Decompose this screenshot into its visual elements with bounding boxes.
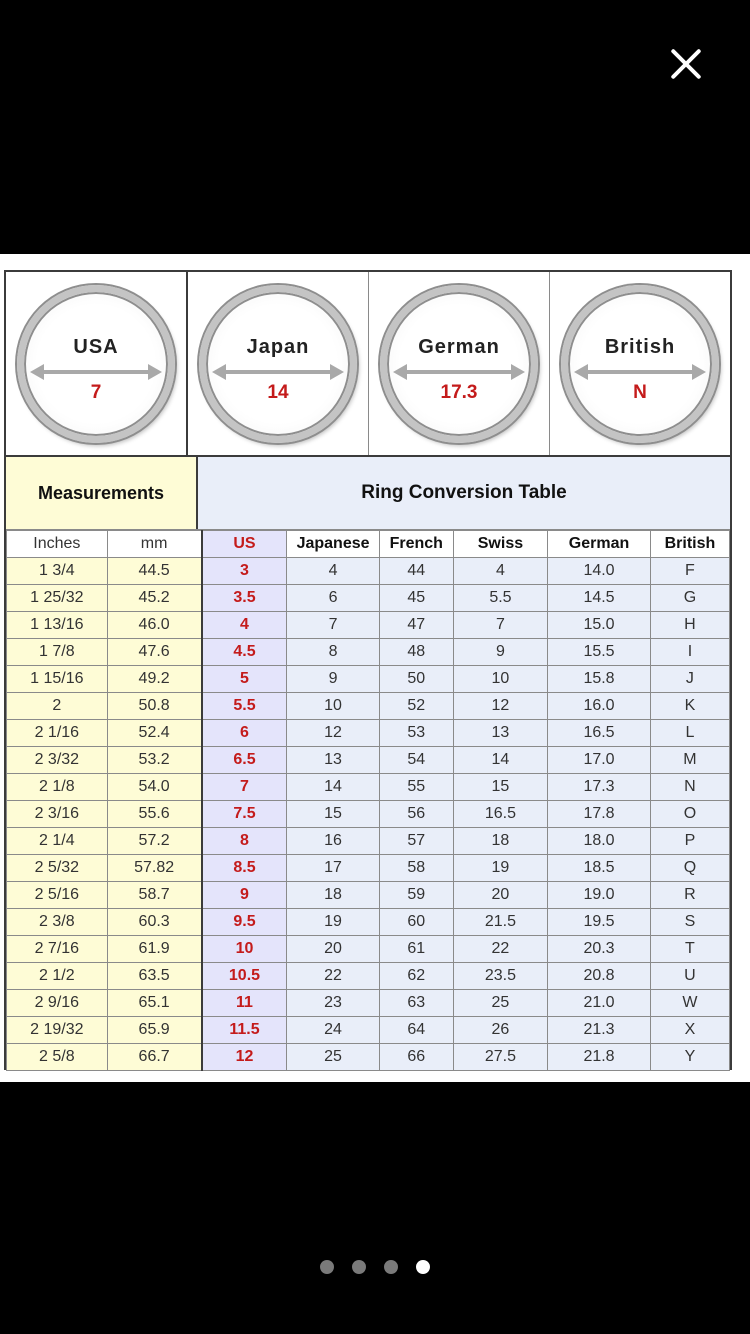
- table-cell: 2 1/16: [7, 720, 108, 747]
- table-cell: 50.8: [107, 693, 201, 720]
- double-arrow-icon: [397, 370, 521, 374]
- conversion-table: [6, 530, 730, 1071]
- table-header-banner: [6, 457, 730, 530]
- table-cell: 5.5: [453, 585, 547, 612]
- table-cell: 58.7: [107, 882, 201, 909]
- table-cell: 2 1/4: [7, 828, 108, 855]
- table-cell: 20.3: [548, 936, 651, 963]
- column-header: Inches: [7, 531, 108, 558]
- table-cell: 58: [379, 855, 453, 882]
- table-cell: 17.3: [548, 774, 651, 801]
- table-cell: 6.5: [202, 747, 287, 774]
- table-cell: K: [650, 693, 729, 720]
- table-cell: F: [650, 558, 729, 585]
- table-cell: 44.5: [107, 558, 201, 585]
- table-cell: 2 3/8: [7, 909, 108, 936]
- ring-size-value: N: [633, 381, 647, 403]
- table-cell: 56: [379, 801, 453, 828]
- table-cell: J: [650, 666, 729, 693]
- ring-cell-usa: [6, 272, 188, 455]
- ring-size-value: 17.3: [440, 381, 478, 403]
- ring-icon: [17, 285, 175, 443]
- table-cell: 2 3/16: [7, 801, 108, 828]
- table-cell: 18.0: [548, 828, 651, 855]
- table-cell: 1 13/16: [7, 612, 108, 639]
- conversion-table-area: [6, 457, 730, 1071]
- table-cell: 45: [379, 585, 453, 612]
- table-cell: 62: [379, 963, 453, 990]
- table-cell: 6: [202, 720, 287, 747]
- table-cell: 7.5: [202, 801, 287, 828]
- table-cell: P: [650, 828, 729, 855]
- column-header: mm: [107, 531, 201, 558]
- ring-size-value: 7: [90, 381, 102, 403]
- table-cell: 19.0: [548, 882, 651, 909]
- table-cell: T: [650, 936, 729, 963]
- table-row: [7, 936, 730, 963]
- table-cell: 10.5: [202, 963, 287, 990]
- table-cell: 54.0: [107, 774, 201, 801]
- table-cell: 21.8: [548, 1044, 651, 1071]
- table-cell: 19.5: [548, 909, 651, 936]
- table-cell: 22: [453, 936, 547, 963]
- table-cell: 12: [287, 720, 379, 747]
- table-cell: 52: [379, 693, 453, 720]
- table-cell: 64: [379, 1017, 453, 1044]
- table-row: [7, 774, 730, 801]
- table-cell: 14.0: [548, 558, 651, 585]
- table-cell: 60.3: [107, 909, 201, 936]
- table-cell: 49.2: [107, 666, 201, 693]
- table-row: [7, 1017, 730, 1044]
- conversion-table-title: Ring Conversion Table: [198, 457, 730, 529]
- table-cell: 3.5: [202, 585, 287, 612]
- table-row: [7, 585, 730, 612]
- table-cell: 63.5: [107, 963, 201, 990]
- table-cell: 2: [7, 693, 108, 720]
- measurements-title: Measurements: [6, 457, 198, 529]
- table-cell: 2 3/32: [7, 747, 108, 774]
- table-cell: 59: [379, 882, 453, 909]
- page-indicator: [0, 1260, 750, 1274]
- table-cell: 12: [202, 1044, 287, 1071]
- table-row: [7, 990, 730, 1017]
- table-cell: 20: [453, 882, 547, 909]
- table-cell: 9: [202, 882, 287, 909]
- ring-size-chart-image[interactable]: [0, 254, 750, 1082]
- table-body: [7, 558, 730, 1071]
- ring-icon: [380, 285, 538, 443]
- table-cell: 57: [379, 828, 453, 855]
- table-cell: 46.0: [107, 612, 201, 639]
- table-cell: 23.5: [453, 963, 547, 990]
- table-cell: 21.0: [548, 990, 651, 1017]
- table-cell: 1 15/16: [7, 666, 108, 693]
- table-cell: 55: [379, 774, 453, 801]
- table-cell: 5: [202, 666, 287, 693]
- table-cell: 14.5: [548, 585, 651, 612]
- table-cell: 52.4: [107, 720, 201, 747]
- table-cell: 54: [379, 747, 453, 774]
- table-cell: 8.5: [202, 855, 287, 882]
- column-header: Japanese: [287, 531, 379, 558]
- table-cell: 57.82: [107, 855, 201, 882]
- table-cell: 21.3: [548, 1017, 651, 1044]
- table-cell: 65.9: [107, 1017, 201, 1044]
- table-row: [7, 720, 730, 747]
- table-cell: 1 3/4: [7, 558, 108, 585]
- table-cell: 7: [453, 612, 547, 639]
- table-cell: M: [650, 747, 729, 774]
- table-cell: 14: [287, 774, 379, 801]
- table-cell: 2 9/16: [7, 990, 108, 1017]
- table-cell: X: [650, 1017, 729, 1044]
- table-cell: 24: [287, 1017, 379, 1044]
- table-cell: 15.8: [548, 666, 651, 693]
- ring-cell-german: [369, 272, 550, 455]
- table-cell: 19: [287, 909, 379, 936]
- table-cell: 19: [453, 855, 547, 882]
- table-cell: 50: [379, 666, 453, 693]
- table-cell: 8: [287, 639, 379, 666]
- table-cell: 3: [202, 558, 287, 585]
- table-row: [7, 747, 730, 774]
- table-cell: 17.0: [548, 747, 651, 774]
- table-cell: 16.5: [453, 801, 547, 828]
- table-cell: 13: [453, 720, 547, 747]
- table-cell: 4: [287, 558, 379, 585]
- table-cell: N: [650, 774, 729, 801]
- table-cell: 22: [287, 963, 379, 990]
- table-cell: S: [650, 909, 729, 936]
- table-cell: 16.5: [548, 720, 651, 747]
- ring-cell-british: [550, 272, 730, 455]
- table-cell: 10: [202, 936, 287, 963]
- ring-icon: [561, 285, 719, 443]
- table-cell: Q: [650, 855, 729, 882]
- table-cell: 15.5: [548, 639, 651, 666]
- table-cell: 18: [453, 828, 547, 855]
- table-cell: 4: [453, 558, 547, 585]
- table-cell: 4.5: [202, 639, 287, 666]
- table-row: [7, 1044, 730, 1071]
- table-cell: 10: [287, 693, 379, 720]
- table-cell: Y: [650, 1044, 729, 1071]
- table-cell: 8: [202, 828, 287, 855]
- double-arrow-icon: [216, 370, 340, 374]
- table-cell: 2 19/32: [7, 1017, 108, 1044]
- table-cell: 18.5: [548, 855, 651, 882]
- table-cell: 44: [379, 558, 453, 585]
- table-cell: 66: [379, 1044, 453, 1071]
- table-cell: 11.5: [202, 1017, 287, 1044]
- table-cell: 57.2: [107, 828, 201, 855]
- ring-system-label: British: [604, 335, 676, 358]
- table-cell: 61.9: [107, 936, 201, 963]
- table-cell: 2 5/16: [7, 882, 108, 909]
- table-cell: 4: [202, 612, 287, 639]
- page-dot[interactable]: [320, 1260, 334, 1274]
- table-cell: 21.5: [453, 909, 547, 936]
- table-row: [7, 666, 730, 693]
- table-cell: 5.5: [202, 693, 287, 720]
- table-cell: 47: [379, 612, 453, 639]
- table-row: [7, 963, 730, 990]
- column-header: German: [548, 531, 651, 558]
- table-cell: 47.6: [107, 639, 201, 666]
- table-row: [7, 909, 730, 936]
- table-cell: 1 7/8: [7, 639, 108, 666]
- table-cell: 12: [453, 693, 547, 720]
- table-cell: 25: [287, 1044, 379, 1071]
- column-header: British: [650, 531, 729, 558]
- table-cell: 20: [287, 936, 379, 963]
- table-cell: 65.1: [107, 990, 201, 1017]
- table-row: [7, 882, 730, 909]
- table-cell: 45.2: [107, 585, 201, 612]
- table-row: [7, 801, 730, 828]
- double-arrow-icon: [578, 370, 702, 374]
- ring-system-label: German: [418, 335, 500, 358]
- table-cell: 2 1/8: [7, 774, 108, 801]
- table-cell: 2 1/2: [7, 963, 108, 990]
- table-cell: 2 5/32: [7, 855, 108, 882]
- table-cell: 23: [287, 990, 379, 1017]
- table-cell: G: [650, 585, 729, 612]
- ring-system-label: USA: [73, 335, 119, 358]
- table-cell: 15.0: [548, 612, 651, 639]
- column-header: US: [202, 531, 287, 558]
- table-cell: I: [650, 639, 729, 666]
- table-cell: 18: [287, 882, 379, 909]
- page-dot[interactable]: [384, 1260, 398, 1274]
- table-cell: 61: [379, 936, 453, 963]
- table-cell: 20.8: [548, 963, 651, 990]
- close-icon[interactable]: [662, 40, 710, 88]
- table-row: [7, 828, 730, 855]
- table-row: [7, 639, 730, 666]
- table-cell: 16.0: [548, 693, 651, 720]
- table-cell: 15: [287, 801, 379, 828]
- table-cell: 6: [287, 585, 379, 612]
- table-cell: 55.6: [107, 801, 201, 828]
- ring-size-value: 14: [267, 381, 289, 403]
- table-cell: 7: [287, 612, 379, 639]
- table-cell: 7: [202, 774, 287, 801]
- table-cell: 25: [453, 990, 547, 1017]
- table-cell: 16: [287, 828, 379, 855]
- table-cell: 53.2: [107, 747, 201, 774]
- table-cell: W: [650, 990, 729, 1017]
- table-row: [7, 855, 730, 882]
- double-arrow-icon: [34, 370, 158, 374]
- column-header: French: [379, 531, 453, 558]
- table-cell: H: [650, 612, 729, 639]
- table-cell: 60: [379, 909, 453, 936]
- table-cell: 48: [379, 639, 453, 666]
- ring-cell-japan: [188, 272, 369, 455]
- table-cell: 9.5: [202, 909, 287, 936]
- table-cell: 10: [453, 666, 547, 693]
- table-cell: O: [650, 801, 729, 828]
- table-cell: 27.5: [453, 1044, 547, 1071]
- table-cell: 9: [287, 666, 379, 693]
- table-row: [7, 612, 730, 639]
- ring-system-label: Japan: [246, 335, 310, 358]
- ring-conversion-chart: [4, 270, 732, 1070]
- page-dot[interactable]: [352, 1260, 366, 1274]
- page-dot[interactable]: [416, 1260, 430, 1274]
- column-header: Swiss: [453, 531, 547, 558]
- table-cell: 66.7: [107, 1044, 201, 1071]
- table-cell: R: [650, 882, 729, 909]
- table-row: [7, 558, 730, 585]
- table-cell: L: [650, 720, 729, 747]
- table-cell: 11: [202, 990, 287, 1017]
- table-cell: 26: [453, 1017, 547, 1044]
- table-row: [7, 693, 730, 720]
- table-cell: 13: [287, 747, 379, 774]
- table-cell: 2 7/16: [7, 936, 108, 963]
- table-cell: 9: [453, 639, 547, 666]
- table-cell: 17: [287, 855, 379, 882]
- ring-illustrations: [6, 272, 730, 457]
- table-cell: 1 25/32: [7, 585, 108, 612]
- table-cell: 14: [453, 747, 547, 774]
- table-cell: 17.8: [548, 801, 651, 828]
- table-cell: 63: [379, 990, 453, 1017]
- table-cell: 15: [453, 774, 547, 801]
- ring-icon: [199, 285, 357, 443]
- table-cell: U: [650, 963, 729, 990]
- column-header-row: [7, 531, 730, 558]
- table-cell: 2 5/8: [7, 1044, 108, 1071]
- table-cell: 53: [379, 720, 453, 747]
